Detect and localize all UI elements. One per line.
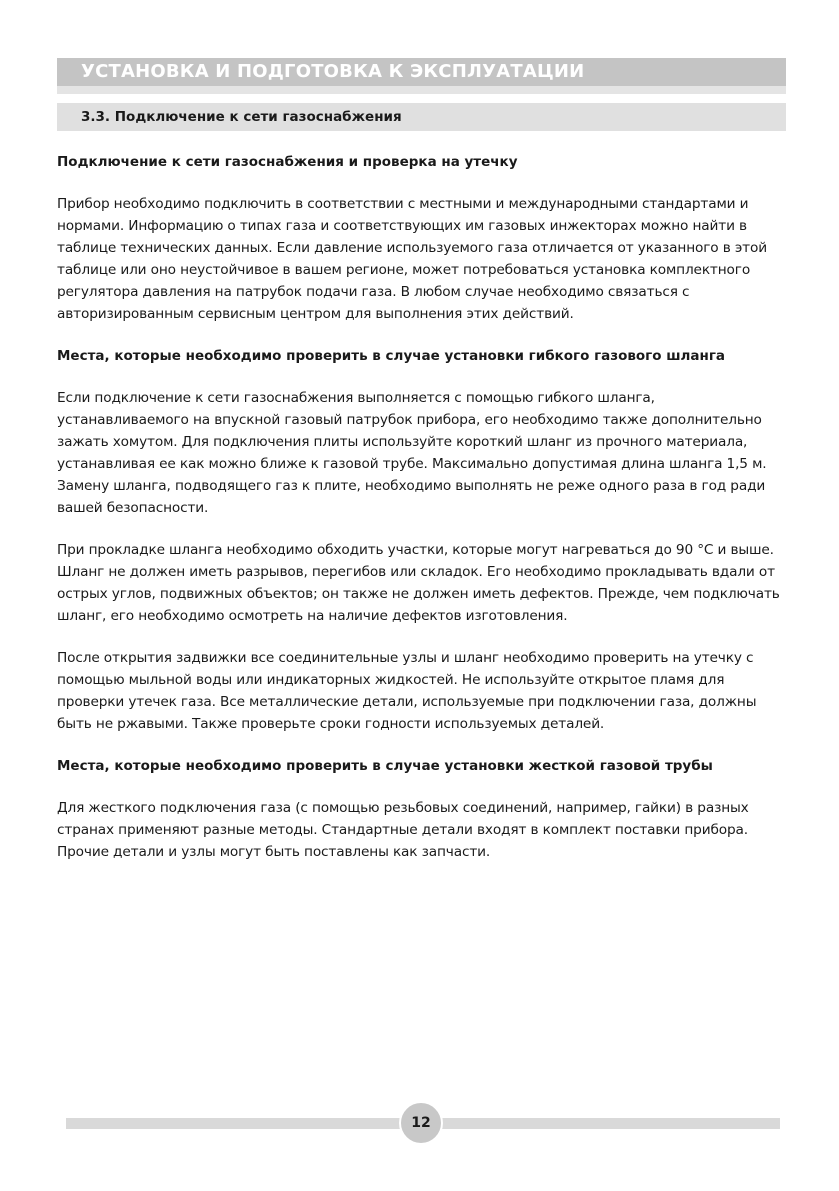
paragraph-hose-clamp: Если подключение к сети газоснабжения выполняется с помощью гибкого шланга, устанавливаемого на впускной газовый патрубок прибора, его необходимо также дополнительно зажать хомутом. Для подключения плиты используйте короткий шланг из прочного материала, устанавливая ее как можно ближе к газовой трубе. Максимально допустимая длина шланга 1,5 м. Замену шланга, подводящего газ к плите, необходимо выполнять не реже одного раза в год ради вашей безопасности. — [57, 390, 767, 516]
subheading-rigid-pipe: Места, которые необходимо проверить в случае установки жесткой газовой трубы — [57, 758, 713, 774]
paragraph-gas-standards: Прибор необходимо подключить в соответствии с местными и международными стандартами и нормами. Информацию о типах газа и соответствующих им газовых инжекторах можно найти в таблице технических данных. Если давление используемого газа отличается от указанного в этой таблице или оно неустойчивое в вашем регионе, может потребоваться установка комплектного регулятора давления на патрубок подачи газа. В любом случае необходимо связаться с авторизированным сервисным центром для выполнения этих действий. — [57, 196, 767, 322]
paragraph-rigid-connection: Для жесткого подключения газа (с помощью резьбовых соединений, например, гайки) в разных странах применяют разные методы. Стандартные детали входят в комплект поставки прибора. Прочие детали и узлы могут быть поставлены как запчасти. — [57, 800, 749, 860]
paragraph-hose-routing: При прокладке шланга необходимо обходить участки, которые могут нагреваться до 90 °С и выше. Шланг не должен иметь разрывов, перегибов или складок. Его необходимо прокладывать вдали от острых углов, подвижных объектов; он также не должен иметь дефектов. Прежде, чем подключать шланг, его необходимо осмотреть на наличие дефектов изготовления. — [57, 542, 780, 624]
subheading-gas-connection: Подключение к сети газоснабжения и проверка на утечку — [57, 154, 518, 170]
section-title: 3.3. Подключение к сети газоснабжения — [81, 109, 402, 125]
paragraph-leak-check: После открытия задвижки все соединительные узлы и шланг необходимо проверить на утечку с помощью мыльной воды или индикаторных жидкостей. Не используйте открытое пламя для проверки утечек газа. Все металлические детали, используемые при подключении газа, должны быть не ржавыми. Также проверьте сроки годности используемых деталей. — [57, 650, 757, 732]
page-number-badge: 12 — [399, 1101, 443, 1145]
subheading-flexible-hose: Места, которые необходимо проверить в случае установки гибкого газового шланга — [57, 348, 726, 364]
section-header-bar — [57, 103, 786, 131]
page-content — [57, 151, 789, 883]
chapter-title: УСТАНОВКА И ПОДГОТОВКА К ЭКСПЛУАТАЦИИ — [81, 61, 585, 82]
chapter-header-bar — [57, 58, 786, 94]
